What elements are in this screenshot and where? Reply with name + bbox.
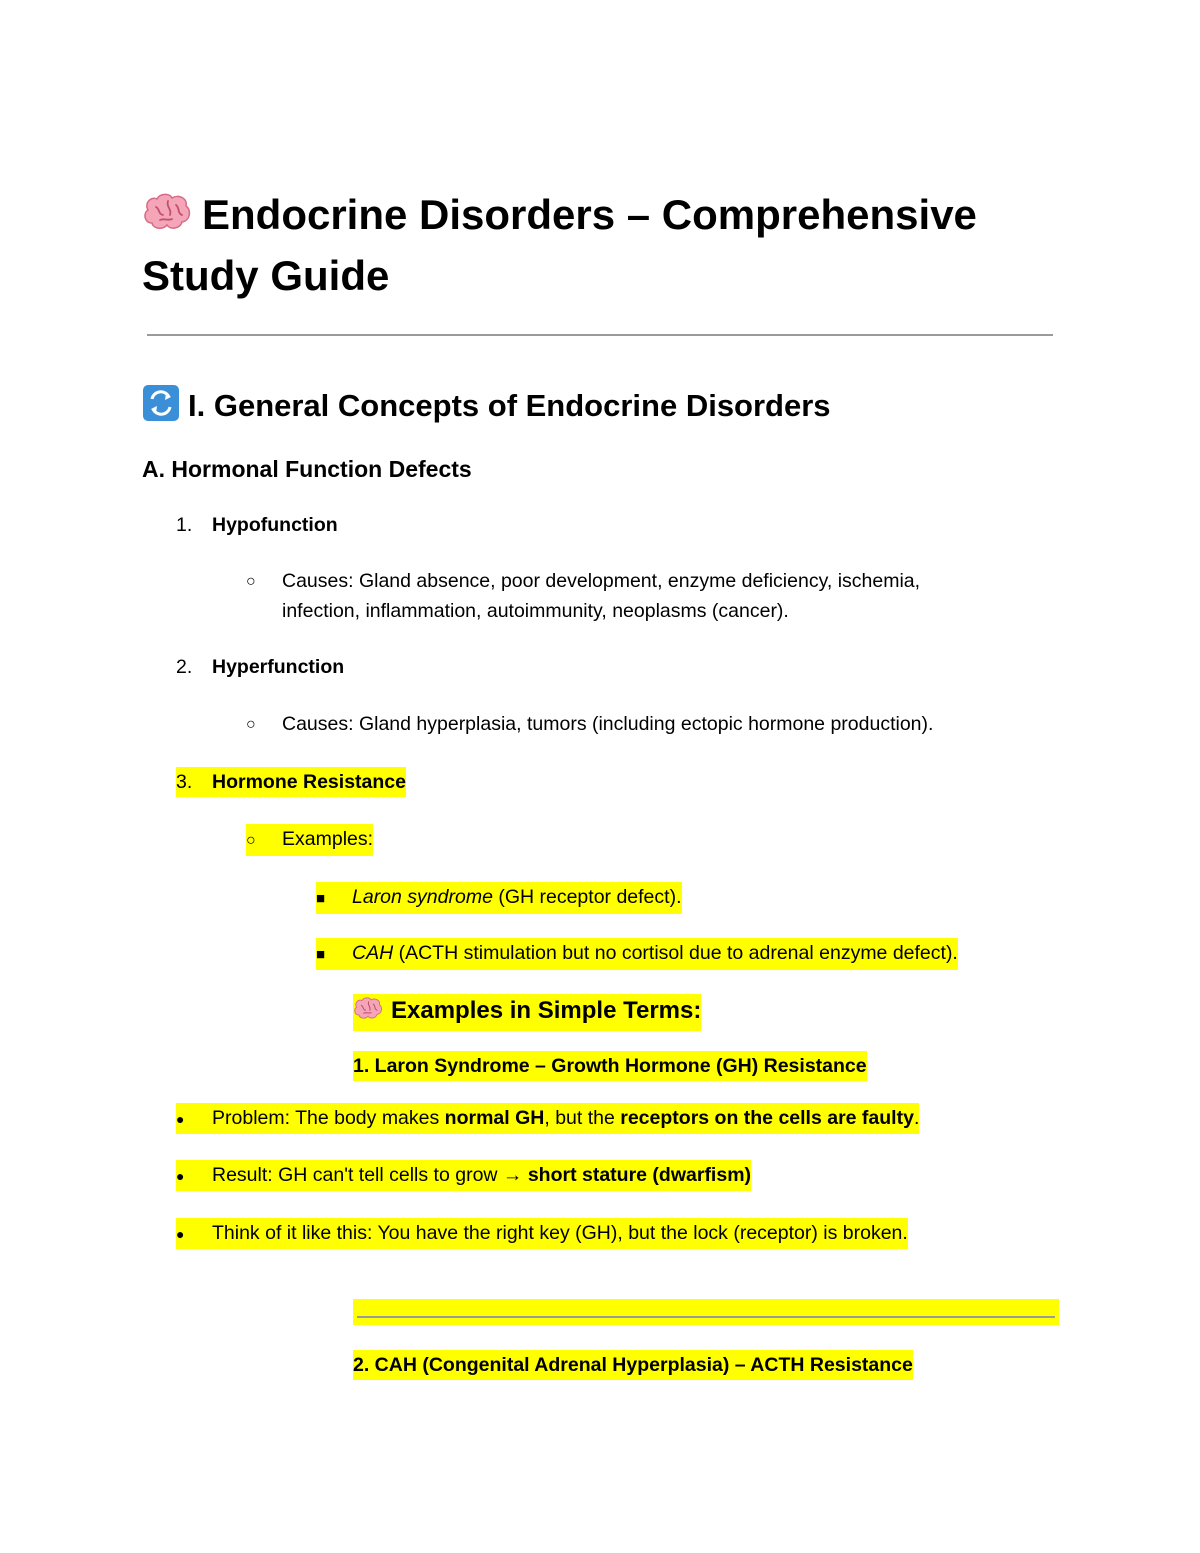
list-item-label: Hormone Resistance (212, 771, 406, 793)
bullet-item (176, 1160, 751, 1191)
square-bullet: ■ (316, 890, 326, 907)
dot-bullet: ● (176, 1111, 185, 1127)
example-item (316, 938, 958, 970)
brain-icon (353, 997, 383, 1031)
simple-terms-heading-text: Examples in Simple Terms: (391, 997, 702, 1024)
list-number: 2. (176, 656, 193, 678)
highlighted-divider (353, 1299, 1059, 1325)
bullet-bold: normal GH (444, 1107, 545, 1129)
bullet-text: , but the (544, 1107, 621, 1129)
dot-bullet: ● (176, 1168, 185, 1184)
example-term: Laron syndrome (352, 886, 493, 908)
bullet-text: Problem: The body makes (212, 1107, 445, 1129)
example-term: CAH (352, 942, 394, 964)
bullet-text: Think of it like this: You have the right key (GH), but the lock (receptor) is broken. (212, 1222, 908, 1244)
cah-heading: 2. CAH (Congenital Adrenal Hyperplasia) – ACTH Resistance (353, 1350, 913, 1380)
title-line-2: Study Guide (142, 252, 390, 299)
bullet-text: . (913, 1107, 920, 1129)
list-item-label: Hyperfunction (212, 656, 345, 678)
page-title (142, 184, 977, 249)
dot-bullet: ● (176, 1226, 185, 1242)
example-detail: (GH receptor defect). (492, 886, 682, 908)
list-item-label: Hypofunction (212, 514, 338, 536)
subsection-heading: A. Hormonal Function Defects (142, 456, 472, 482)
list-number: 3. (176, 771, 193, 793)
bullet-item (176, 1103, 919, 1134)
bullet-item (176, 1218, 908, 1249)
examples-line (246, 824, 373, 856)
example-item (316, 882, 682, 914)
brain-icon (142, 188, 192, 249)
list-item-3 (176, 767, 406, 797)
horizontal-rule (147, 334, 1053, 336)
title-line-1: Endocrine Disorders – Comprehensive (202, 191, 977, 238)
section-heading (142, 384, 831, 432)
sub-bullet-marker: ○ (246, 716, 256, 733)
sub-bullet-marker: ○ (246, 832, 256, 849)
simple-terms-heading (353, 994, 701, 1031)
cause-line: Causes: Gland hyperplasia, tumors (including ectopic hormone production). (282, 713, 934, 735)
example-detail: (ACTH stimulation but no cortisol due to adrenal enzyme defect). (393, 942, 958, 964)
examples-label: Examples: (282, 828, 374, 850)
arrows-cycle-icon (142, 384, 180, 432)
section-heading-text: I. General Concepts of Endocrine Disorders (188, 388, 831, 423)
cause-line: Causes: Gland absence, poor development, enzyme deficiency, ischemia, (282, 570, 921, 592)
sub-bullet-marker: ○ (246, 573, 256, 590)
bullet-bold: short stature (dwarfism) (527, 1164, 752, 1186)
list-item-2 (176, 652, 344, 682)
list-item-1 (176, 510, 338, 540)
square-bullet: ■ (316, 946, 326, 963)
laron-heading: 1. Laron Syndrome – Growth Hormone (GH) Resistance (353, 1051, 867, 1081)
cause-line: infection, inflammation, autoimmunity, neoplasms (cancer). (282, 600, 789, 622)
bullet-bold: receptors on the cells are faulty (620, 1107, 914, 1129)
bullet-text: Result: GH can't tell cells to grow → (212, 1164, 528, 1186)
list-number: 1. (176, 514, 193, 536)
